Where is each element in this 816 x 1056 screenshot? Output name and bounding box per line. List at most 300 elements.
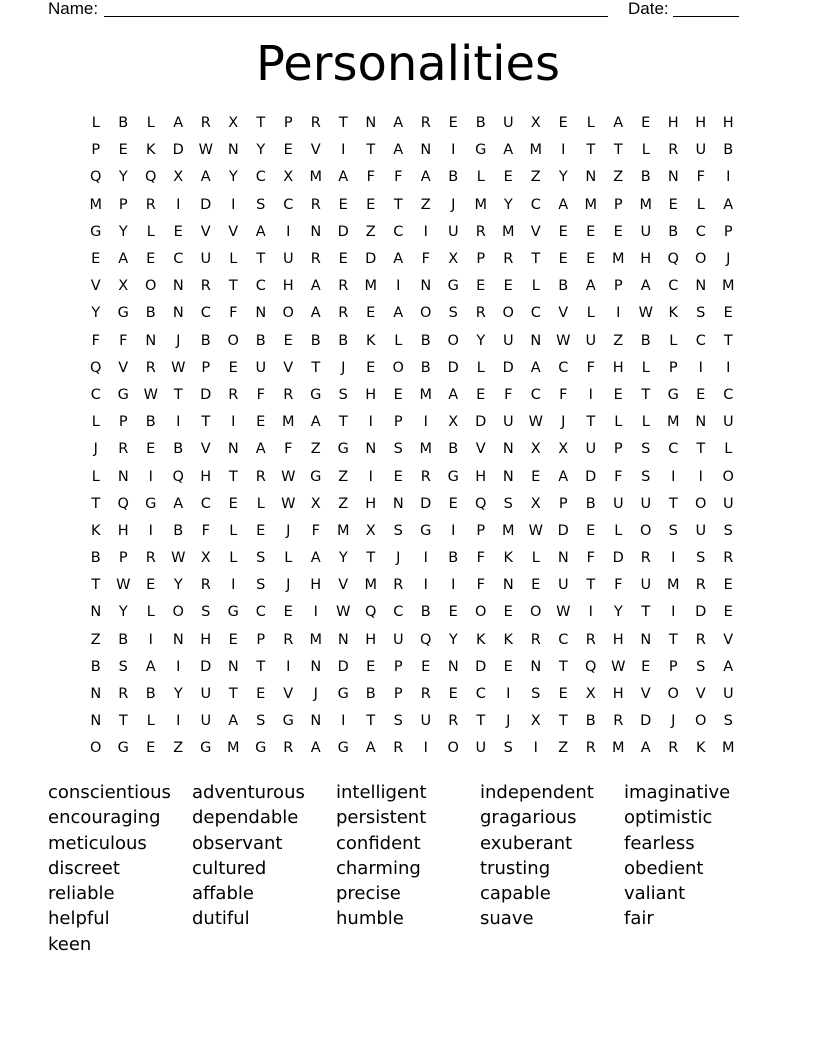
grid-letter: E <box>228 631 238 648</box>
grid-letter: S <box>668 522 678 539</box>
grid-row <box>82 382 742 409</box>
grid-letter: Y <box>558 169 568 186</box>
word-list-item: dutiful <box>192 908 250 930</box>
grid-letter: C <box>255 604 266 621</box>
grid-letter: X <box>310 495 321 512</box>
grid-letter: I <box>451 522 456 539</box>
grid-letter: N <box>172 278 184 295</box>
grid-letter: E <box>558 686 568 703</box>
grid-letter: T <box>586 577 596 594</box>
grid-letter: X <box>585 686 596 703</box>
grid-letter: C <box>393 223 404 240</box>
grid-letter: T <box>668 495 678 512</box>
word-list-item: fearless <box>624 832 695 854</box>
grid-letter: V <box>118 359 129 376</box>
grid-letter: E <box>503 169 513 186</box>
grid-letter: A <box>640 740 651 757</box>
grid-letter: A <box>310 414 321 431</box>
grid-letter: E <box>503 604 513 621</box>
grid-letter: P <box>613 278 623 295</box>
grid-letter: R <box>283 386 294 403</box>
worksheet-header <box>48 0 748 20</box>
grid-letter: B <box>585 495 596 512</box>
grid-letter: U <box>255 359 267 376</box>
grid-letter: N <box>392 495 404 512</box>
grid-letter: X <box>448 414 459 431</box>
grid-row <box>82 491 742 518</box>
grid-letter: Y <box>476 332 486 349</box>
grid-letter: A <box>558 196 569 213</box>
grid-letter: B <box>420 332 431 349</box>
word-list-item: encouraging <box>48 807 161 829</box>
grid-letter: O <box>172 604 184 621</box>
grid-letter: L <box>229 522 238 539</box>
grid-letter: S <box>256 577 266 594</box>
grid-letter: U <box>502 414 514 431</box>
grid-letter: R <box>640 550 651 567</box>
grid-letter: E <box>531 468 541 485</box>
grid-letter: R <box>145 359 156 376</box>
grid-letter: N <box>695 278 707 295</box>
grid-letter: G <box>117 386 129 403</box>
grid-letter: I <box>698 359 703 376</box>
grid-row <box>82 110 742 137</box>
grid-letter: B <box>640 332 651 349</box>
grid-letter: N <box>310 658 322 675</box>
grid-letter: R <box>228 386 239 403</box>
grid-letter: R <box>448 713 459 730</box>
grid-letter: D <box>447 359 459 376</box>
grid-letter: A <box>420 169 431 186</box>
grid-letter: M <box>309 631 322 648</box>
grid-letter: Z <box>613 332 624 349</box>
grid-letter: W <box>171 550 186 567</box>
grid-letter: E <box>558 223 568 240</box>
word-list-item: optimistic <box>624 807 713 829</box>
grid-letter: D <box>612 550 624 567</box>
grid-row <box>82 355 742 382</box>
grid-letter: T <box>696 441 706 458</box>
grid-letter: L <box>91 414 100 431</box>
grid-letter: N <box>502 577 514 594</box>
grid-letter: C <box>393 604 404 621</box>
grid-letter: D <box>365 251 377 268</box>
grid-row <box>82 654 742 681</box>
grid-letter: U <box>722 686 734 703</box>
grid-letter: E <box>146 740 156 757</box>
grid-letter: R <box>118 686 129 703</box>
grid-letter: O <box>475 604 487 621</box>
grid-letter: G <box>337 686 349 703</box>
grid-letter: N <box>310 713 322 730</box>
grid-letter: R <box>200 278 211 295</box>
grid-letter: B <box>420 359 431 376</box>
grid-letter: M <box>529 142 542 159</box>
grid-letter: H <box>695 115 707 132</box>
grid-letter: B <box>90 550 101 567</box>
grid-letter: E <box>476 278 486 295</box>
grid-letter: E <box>228 359 238 376</box>
grid-letter: O <box>282 305 294 322</box>
grid-letter: A <box>310 278 321 295</box>
grid-letter: T <box>228 278 238 295</box>
grid-letter: B <box>365 686 376 703</box>
word-list-item: charming <box>336 857 421 879</box>
grid-letter: S <box>723 522 733 539</box>
grid-letter: A <box>255 223 266 240</box>
grid-letter: G <box>117 740 129 757</box>
grid-letter: T <box>476 713 486 730</box>
grid-letter: T <box>338 414 348 431</box>
grid-letter: R <box>585 740 596 757</box>
grid-letter: M <box>309 169 322 186</box>
grid-letter: A <box>310 550 321 567</box>
grid-letter: C <box>283 196 294 213</box>
grid-letter: L <box>531 278 540 295</box>
grid-letter: F <box>614 468 623 485</box>
grid-letter: F <box>311 522 320 539</box>
grid-letter: B <box>558 278 569 295</box>
grid-letter: K <box>695 740 706 757</box>
grid-letter: L <box>394 332 403 349</box>
grid-letter: E <box>448 604 458 621</box>
word-list-item: intelligent <box>336 782 427 803</box>
grid-letter: J <box>93 441 98 458</box>
grid-letter: N <box>502 441 514 458</box>
grid-letter: X <box>283 169 294 186</box>
grid-letter: I <box>726 359 731 376</box>
grid-letter: U <box>612 495 624 512</box>
grid-letter: R <box>585 631 596 648</box>
grid-letter: O <box>502 305 514 322</box>
grid-letter: P <box>118 414 128 431</box>
grid-letter: E <box>586 251 596 268</box>
grid-letter: H <box>365 386 377 403</box>
grid-letter: B <box>118 631 129 648</box>
grid-letter: A <box>503 142 514 159</box>
grid-letter: W <box>611 658 626 675</box>
grid-letter: Z <box>613 169 624 186</box>
grid-letter: B <box>448 441 459 458</box>
grid-letter: K <box>668 305 678 322</box>
grid-letter: T <box>586 414 596 431</box>
grid-letter: R <box>145 550 156 567</box>
grid-letter: F <box>696 169 705 186</box>
grid-letter: S <box>393 441 403 458</box>
grid-letter: N <box>695 414 707 431</box>
grid-letter: V <box>283 686 294 703</box>
grid-letter: Q <box>172 468 184 485</box>
grid-letter: Q <box>145 169 157 186</box>
grid-letter: J <box>506 713 511 730</box>
grid-letter: N <box>365 441 377 458</box>
grid-letter: I <box>451 142 456 159</box>
grid-letter: R <box>310 115 321 132</box>
grid-letter: B <box>145 414 156 431</box>
grid-letter: V <box>338 577 349 594</box>
grid-letter: N <box>420 278 432 295</box>
grid-letter: L <box>614 522 623 539</box>
grid-letter: F <box>366 169 375 186</box>
grid-letter: S <box>696 550 706 567</box>
grid-letter: X <box>200 550 211 567</box>
grid-letter: M <box>226 740 240 757</box>
grid-letter: G <box>337 441 349 458</box>
grid-letter: R <box>695 631 706 648</box>
word-list-item: discreet <box>48 857 120 879</box>
grid-letter: A <box>723 658 734 675</box>
grid-letter: A <box>228 713 239 730</box>
grid-letter: E <box>393 468 403 485</box>
grid-letter: K <box>503 631 513 648</box>
grid-letter: N <box>337 631 349 648</box>
grid-letter: M <box>501 223 515 240</box>
grid-letter: U <box>557 577 569 594</box>
word-list-item: gragarious <box>480 807 577 829</box>
grid-letter: P <box>118 196 128 213</box>
grid-letter: W <box>556 332 571 349</box>
grid-letter: C <box>200 495 211 512</box>
grid-letter: X <box>530 115 541 132</box>
grid-letter: P <box>118 550 128 567</box>
grid-letter: M <box>666 577 680 594</box>
grid-letter: T <box>173 386 183 403</box>
grid-letter: W <box>528 522 543 539</box>
grid-letter: H <box>200 468 212 485</box>
grid-letter: B <box>173 441 184 458</box>
grid-letter: N <box>530 332 542 349</box>
grid-letter: A <box>118 251 129 268</box>
grid-letter: L <box>641 142 650 159</box>
grid-letter: H <box>640 251 652 268</box>
grid-letter: D <box>640 713 652 730</box>
grid-letter: U <box>640 223 652 240</box>
grid-letter: N <box>90 686 102 703</box>
grid-letter: N <box>530 658 542 675</box>
grid-row <box>82 708 742 735</box>
grid-letter: X <box>173 169 184 186</box>
grid-letter: U <box>475 740 487 757</box>
grid-letter: F <box>229 305 238 322</box>
grid-letter: D <box>200 658 212 675</box>
grid-row <box>82 681 742 708</box>
grid-letter: J <box>341 359 346 376</box>
grid-letter: T <box>118 713 128 730</box>
grid-letter: R <box>668 740 679 757</box>
grid-letter: P <box>668 359 678 376</box>
grid-letter: I <box>231 414 236 431</box>
grid-letter: J <box>451 196 456 213</box>
grid-letter: B <box>420 604 431 621</box>
grid-letter: I <box>341 142 346 159</box>
grid-letter: O <box>722 468 734 485</box>
grid-letter: R <box>393 577 404 594</box>
grid-letter: T <box>366 713 376 730</box>
grid-letter: B <box>338 332 349 349</box>
grid-letter: J <box>396 550 401 567</box>
grid-letter: E <box>503 278 513 295</box>
grid-letter: T <box>668 631 678 648</box>
grid-letter: I <box>506 686 511 703</box>
grid-letter: D <box>585 468 597 485</box>
word-list-item: humble <box>336 908 404 930</box>
grid-letter: A <box>640 278 651 295</box>
grid-row <box>82 735 742 762</box>
grid-letter: L <box>146 223 155 240</box>
grid-letter: P <box>476 251 486 268</box>
grid-row <box>82 219 742 246</box>
grid-letter: M <box>364 577 377 594</box>
grid-letter: U <box>695 142 707 159</box>
word-list-item: fair <box>624 908 654 930</box>
grid-letter: J <box>561 414 566 431</box>
grid-letter: G <box>255 740 267 757</box>
word-list-item: confident <box>336 832 421 854</box>
grid-letter: U <box>420 713 432 730</box>
grid-letter: R <box>530 631 541 648</box>
grid-letter: E <box>146 577 156 594</box>
grid-letter: Y <box>118 604 128 621</box>
grid-letter: O <box>227 332 239 349</box>
grid-letter: E <box>641 115 651 132</box>
grid-letter: S <box>531 686 541 703</box>
date-field[interactable] <box>673 0 739 17</box>
grid-letter: R <box>668 142 679 159</box>
grid-letter: T <box>586 142 596 159</box>
grid-letter: B <box>118 115 129 132</box>
grid-letter: Y <box>228 169 238 186</box>
grid-letter: N <box>447 658 459 675</box>
grid-letter: C <box>255 278 266 295</box>
grid-letter: G <box>117 305 129 322</box>
grid-letter: R <box>420 686 431 703</box>
grid-letter: I <box>588 386 593 403</box>
grid-letter: T <box>393 196 403 213</box>
word-list-item: adventurous <box>192 782 305 803</box>
grid-letter: W <box>638 305 653 322</box>
grid-letter: S <box>256 713 266 730</box>
grid-letter: Y <box>173 577 183 594</box>
grid-letter: E <box>476 386 486 403</box>
grid-letter: I <box>533 740 538 757</box>
grid-letter: V <box>90 278 101 295</box>
grid-row <box>82 300 742 327</box>
grid-letter: I <box>423 550 428 567</box>
grid-letter: E <box>173 223 183 240</box>
grid-letter: H <box>117 522 129 539</box>
grid-letter: A <box>393 305 404 322</box>
grid-row <box>82 164 742 191</box>
grid-letter: V <box>283 359 294 376</box>
grid-letter: Y <box>613 604 623 621</box>
grid-letter: G <box>447 468 459 485</box>
grid-letter: O <box>667 686 679 703</box>
grid-letter: N <box>90 713 102 730</box>
grid-letter: T <box>201 414 211 431</box>
grid-letter: R <box>200 115 211 132</box>
grid-letter: A <box>310 740 321 757</box>
grid-letter: M <box>89 196 102 213</box>
date-label: Date: <box>628 0 669 18</box>
grid-letter: Z <box>530 169 541 186</box>
grid-letter: P <box>201 359 211 376</box>
grid-letter: W <box>116 577 131 594</box>
grid-letter: E <box>421 658 431 675</box>
grid-letter: S <box>448 305 458 322</box>
grid-letter: Y <box>503 196 513 213</box>
grid-letter: P <box>613 196 623 213</box>
grid-letter: B <box>448 550 459 567</box>
grid-letter: R <box>145 196 156 213</box>
grid-letter: B <box>200 332 211 349</box>
grid-row <box>82 273 742 300</box>
grid-letter: U <box>502 332 514 349</box>
grid-letter: T <box>338 115 348 132</box>
grid-letter: E <box>146 251 156 268</box>
grid-letter: C <box>530 386 541 403</box>
grid-letter: O <box>640 522 652 539</box>
grid-row <box>82 328 742 355</box>
grid-letter: D <box>337 658 349 675</box>
grid-letter: E <box>641 658 651 675</box>
grid-letter: X <box>530 495 541 512</box>
word-list-item: conscientious <box>48 782 171 803</box>
grid-letter: Q <box>117 495 129 512</box>
grid-letter: Q <box>475 495 487 512</box>
grid-letter: B <box>475 115 486 132</box>
grid-letter: G <box>420 522 432 539</box>
grid-letter: A <box>173 115 184 132</box>
grid-letter: Q <box>90 169 102 186</box>
grid-letter: L <box>641 359 650 376</box>
grid-letter: H <box>667 115 679 132</box>
grid-letter: I <box>671 468 676 485</box>
grid-letter: U <box>695 522 707 539</box>
grid-letter: T <box>256 251 266 268</box>
grid-letter: P <box>476 522 486 539</box>
grid-letter: Q <box>667 251 679 268</box>
grid-letter: V <box>200 223 211 240</box>
grid-letter: R <box>255 468 266 485</box>
grid-letter: L <box>284 550 293 567</box>
grid-letter: R <box>283 740 294 757</box>
grid-letter: L <box>476 359 485 376</box>
grid-letter: F <box>476 577 485 594</box>
grid-letter: R <box>420 115 431 132</box>
grid-letter: W <box>281 468 296 485</box>
grid-letter: B <box>640 169 651 186</box>
grid-letter: B <box>255 332 266 349</box>
grid-letter: N <box>172 305 184 322</box>
name-field[interactable] <box>104 0 608 17</box>
grid-letter: I <box>698 468 703 485</box>
grid-letter: P <box>558 495 568 512</box>
grid-letter: F <box>394 169 403 186</box>
grid-letter: F <box>284 441 293 458</box>
grid-letter: U <box>200 713 212 730</box>
grid-letter: E <box>256 414 266 431</box>
grid-letter: M <box>474 196 487 213</box>
grid-letter: E <box>696 386 706 403</box>
word-list-item: reliable <box>48 883 115 905</box>
grid-letter: Z <box>338 468 349 485</box>
grid-letter: V <box>640 686 651 703</box>
grid-row <box>82 409 742 436</box>
grid-letter: T <box>641 386 651 403</box>
grid-letter: E <box>338 196 348 213</box>
grid-letter: E <box>558 115 568 132</box>
grid-letter: N <box>227 142 239 159</box>
